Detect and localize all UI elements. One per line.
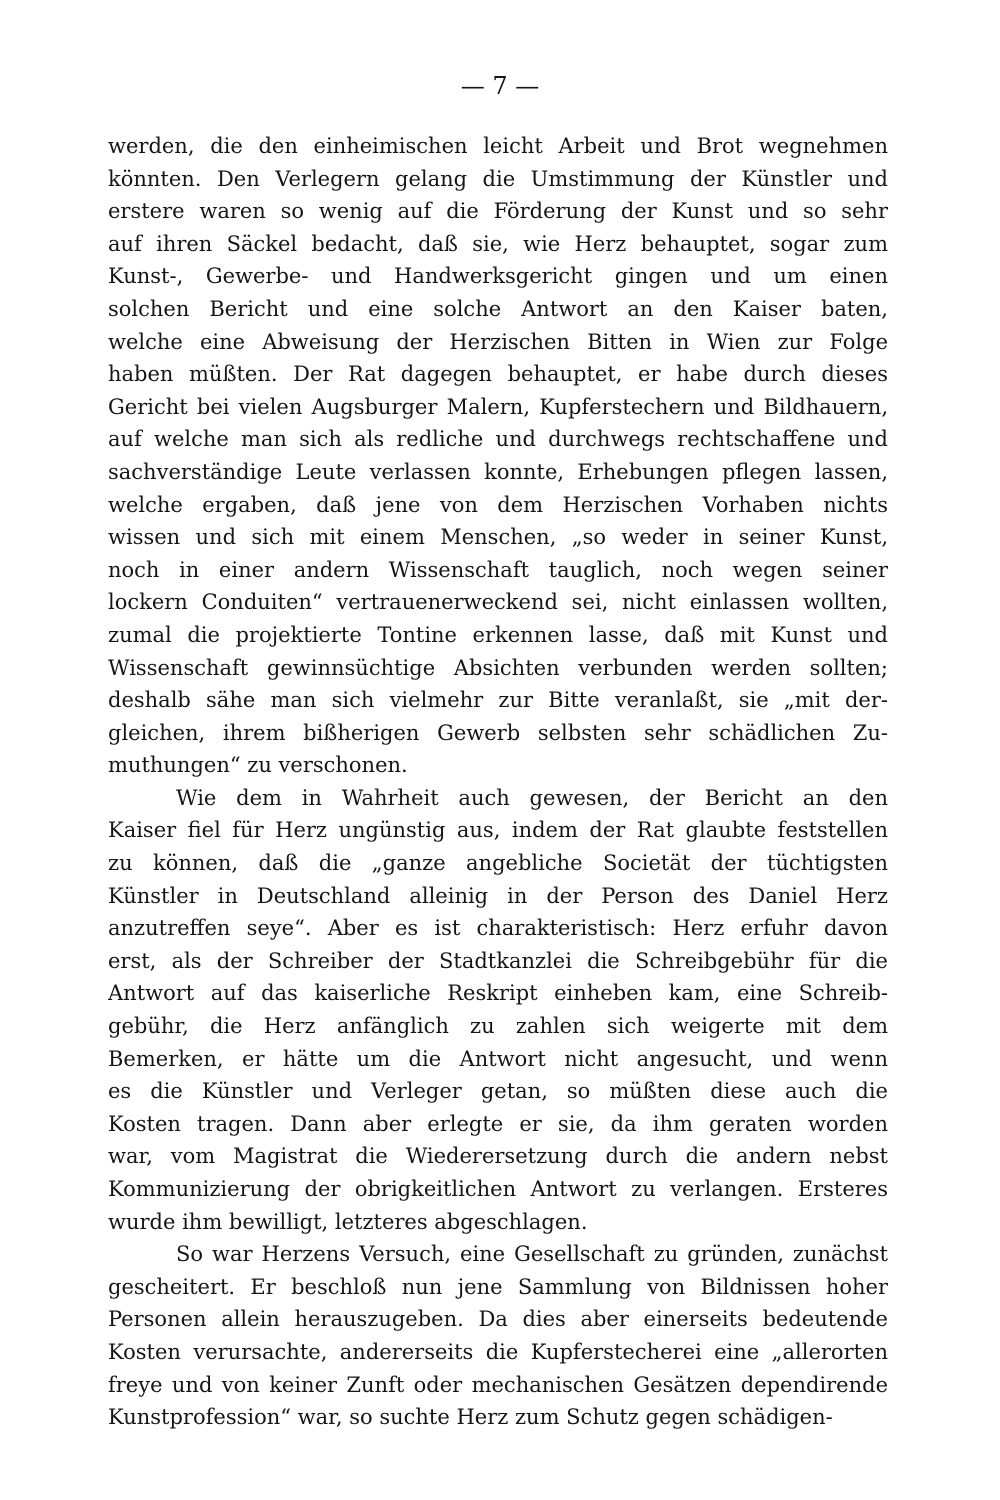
text-line: lockern Conduiten“ vertrauenerweckend sei, nicht einlassen wollten, [108, 590, 888, 615]
text-line: Wissenschaft gewinnsüchtige Absichten verbunden werden sollten; [108, 655, 888, 680]
text-line: zumal die projektierte Tontine erkennen lasse, daß mit Kunst und [108, 622, 888, 647]
text-line: Kaiser fiel für Herz ungünstig aus, indem der Rat glaubte feststellen [108, 818, 888, 843]
text-line: auf welche man sich als redliche und durchwegs rechtschaffene und [108, 427, 888, 452]
text-line: wissen und sich mit einem Menschen, „so weder in seiner Kunst, [108, 525, 888, 550]
text-line: Kunstprofession“ war, so suchte Herz zum Schutz gegen schädigen- [108, 1405, 833, 1430]
text-line: werden, die den einheimischen leicht Arbeit und Brot wegnehmen [108, 134, 888, 158]
text-line: Kommunizierung der obrigkeitlichen Antwort zu verlangen. Ersteres [108, 1177, 888, 1201]
paragraph [108, 1238, 888, 1434]
text-line: Gericht bei vielen Augsburger Malern, Kupferstechern und Bildhauern, [108, 394, 888, 419]
text-line: sachverständige Leute verlassen konnte, Erhebungen pflegen lassen, [108, 459, 888, 484]
text-line: welche ergaben, daß jene von dem Herzischen Vorhaben nichts [108, 492, 888, 517]
text-line: Künstler in Deutschland alleinig in der Person des Daniel Herz [108, 883, 888, 908]
text-line: gebühr, die Herz anfänglich zu zahlen sich weigerte mit dem [108, 1014, 888, 1039]
text-line: Kosten tragen. Dann aber erlegte er sie, da ihm geraten worden [108, 1111, 888, 1136]
text-line: welche eine Abweisung der Herzischen Bitten in Wien zur Folge [108, 329, 888, 354]
text-line: Antwort auf das kaiserliche Reskript einheben kam, eine Schreib- [108, 981, 888, 1006]
text-line: solchen Bericht und eine solche Antwort an den Kaiser baten, [108, 296, 888, 321]
text-line: auf ihren Säckel bedacht, daß sie, wie Herz behauptet, sogar zum [108, 231, 888, 256]
page-number: — 7 — [460, 72, 540, 100]
body-text [108, 130, 888, 1434]
text-line: deshalb sähe man sich vielmehr zur Bitte veranlaßt, sie „mit der- [108, 688, 888, 713]
text-line: könnten. Den Verlegern gelang die Umstimmung der Künstler und [108, 166, 888, 191]
text-line: erst, als der Schreiber der Stadtkanzlei die Schreibgebühr für die [108, 948, 888, 973]
text-line: Kunst-, Gewerbe- und Handwerksgericht gingen und um einen [108, 264, 888, 289]
text-line: gescheitert. Er beschloß nun jene Sammlung von Bildnissen hoher [108, 1274, 888, 1299]
text-line: gleichen, ihrem bißherigen Gewerb selbsten sehr schädlichen Zu- [108, 720, 888, 745]
text-line: freye und von keiner Zunft oder mechanischen Gesätzen dependirende [108, 1372, 888, 1397]
text-line: Kosten verursachte, andererseits die Kupferstecherei eine „allerorten [108, 1339, 888, 1364]
text-line: zu können, daß die „ganze angebliche Societät der tüchtigsten [108, 851, 888, 876]
text-line: es die Künstler und Verleger getan, so müßten diese auch die [108, 1079, 888, 1104]
text-line: Bemerken, er hätte um die Antwort nicht angesucht, und wenn [108, 1046, 888, 1071]
text-line: Personen allein herauszugeben. Da dies aber einerseits bedeutende [108, 1307, 888, 1332]
paragraph [108, 130, 888, 782]
text-line: anzutreffen seye“. Aber es ist charakteristisch: Herz erfuhr davon [108, 916, 888, 941]
text-line: war, vom Magistrat die Wiederersetzung durch die andern nebst [108, 1144, 888, 1169]
text-line: muthungen“ zu verschonen. [108, 753, 408, 778]
text-line: So war Herzens Versuch, eine Gesellschaft zu gründen, zunächst [176, 1242, 888, 1267]
text-line: Wie dem in Wahrheit auch gewesen, der Bericht an den [176, 785, 888, 810]
text-line: wurde ihm bewilligt, letzteres abgeschlagen. [108, 1209, 588, 1234]
text-line: haben müßten. Der Rat dagegen behauptet, er habe durch dieses [108, 362, 888, 387]
text-line: noch in einer andern Wissenschaft tauglich, noch wegen seiner [108, 557, 888, 582]
paragraph [108, 782, 888, 1238]
text-line: erstere waren so wenig auf die Förderung der Kunst und so sehr [108, 199, 888, 224]
